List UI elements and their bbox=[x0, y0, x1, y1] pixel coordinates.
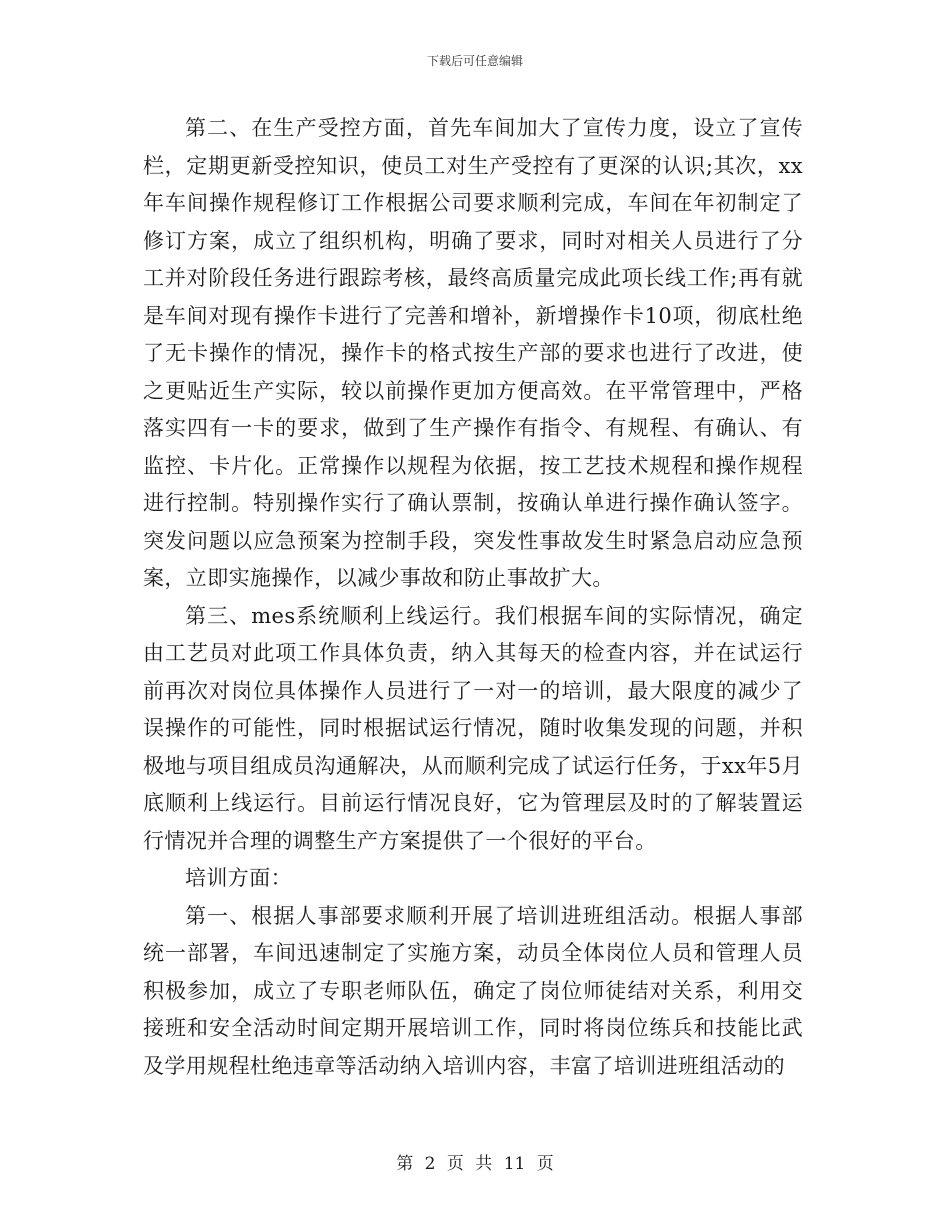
paragraph-training-teams: 第一、根据人事部要求顺利开展了培训进班组活动。根据人事部统一部署，车间迅速制定了实施方案，动员全体岗位人员和管理人员积极参加，成立了专职老师队伍，确定了岗位师徒结对关系，利用交接班和安全活动时间定期开展培训工作，同时将岗位练兵和技能比武及学用规程杜绝违章等活动纳入培训内容，丰富了培训进班组活动的 bbox=[143, 903, 803, 1078]
page-number: 第 2 页 共 11 页 bbox=[396, 1154, 554, 1174]
paragraph-mes-system: 第三、mes系统顺利上线运行。我们根据车间的实际情况，确定由工艺员对此项工作具体负责，纳入其每天的检查内容，并在试运行前再次对岗位具体操作人员进行了一对一的培训，最大限度的减少了误操作的可能性，同时根据试运行情况，随时收集发现的问题，并积极地与项目组成员沟通解决，从而顺利完成了试运行任务，于xx年5月底顺利上线运行。目前运行情况良好，它为管理层及时的了解装置运行情况并合理的调整生产方案提供了一个很好的平台。 bbox=[143, 603, 803, 853]
page-header: 下载后可任意编辑 bbox=[426, 54, 523, 68]
paragraph-production-control: 第二、在生产受控方面，首先车间加大了宣传力度，设立了宣传栏，定期更新受控知识，使员工对生产受控有了更深的认识;其次，xx年车间操作规程修订工作根据公司要求顺利完成，车间在年初制定了修订方案，成立了组织机构，明确了要求，同时对相关人员进行了分工并对阶段任务进行跟踪考核，最终高质量完成此项长线工作;再有就是车间对现有操作卡进行了完善和增补，新增操作卡10项，彻底杜绝了无卡操作的情况，操作卡的格式按生产部的要求也进行了改进，使之更贴近生产实际，较以前操作更加方便高效。在平常管理中，严格落实四有一卡的要求，做到了生产操作有指令、有规程、有确认、有监控、卡片化。正常操作以规程为依据，按工艺技术规程和操作规程进行控制。特别操作实行了确认票制，按确认单进行操作确认签字。突发问题以应急预案为控制手段，突发性事故发生时紧急启动应急预案，立即实施操作，以减少事故和防止事故扩大。 bbox=[143, 116, 803, 590]
document-body bbox=[143, 110, 803, 1085]
section-heading-training: 培训方面： bbox=[185, 866, 292, 890]
